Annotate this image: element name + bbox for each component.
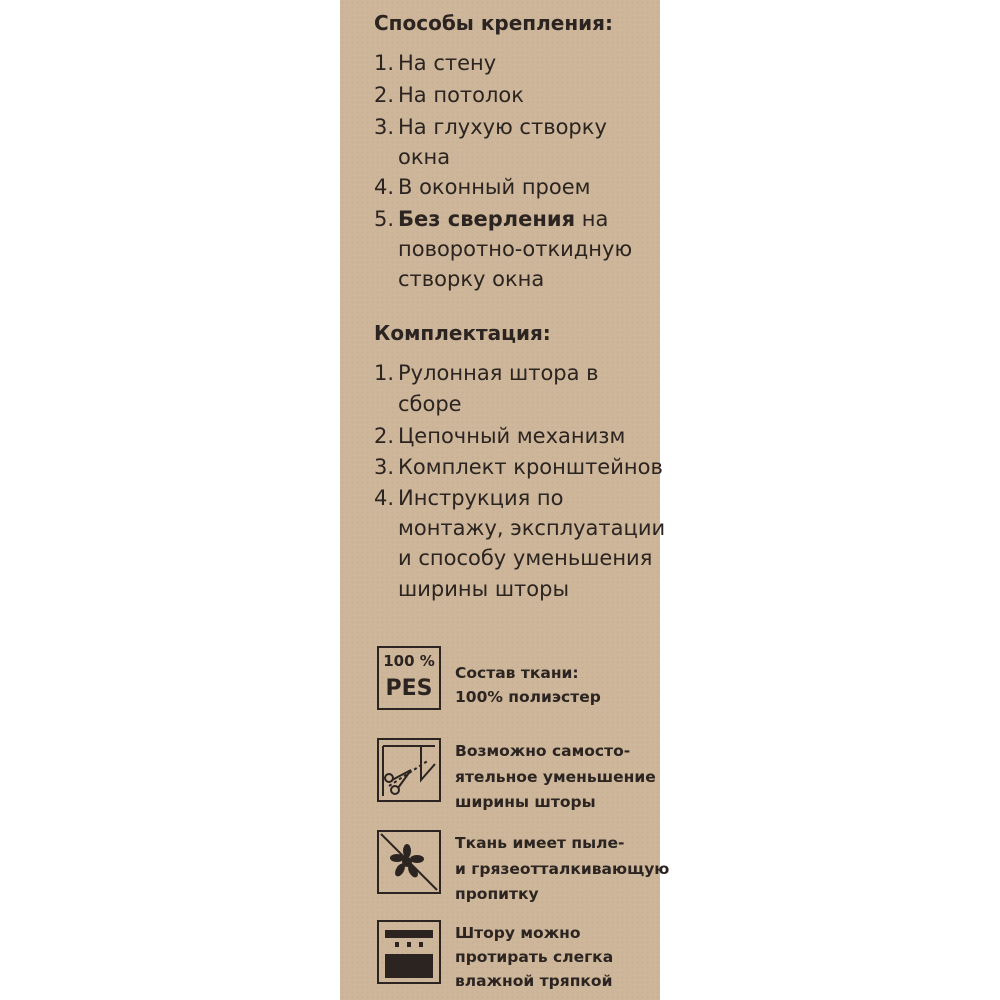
mounting-item-2: 2. На потолок: [374, 83, 524, 107]
mounting-item-4: 4. В оконный проем: [374, 175, 591, 199]
damp-wipe-icon: [377, 920, 441, 984]
feature-wipe-line-2: протирать слегка: [455, 948, 614, 966]
feature-dust-line-1: Ткань имеет пыле-: [455, 834, 625, 852]
kit-item-1: 1. Рулонная штора в: [374, 361, 599, 385]
feature-resize-line-2: ятельное уменьшение: [455, 768, 656, 786]
feature-wipe-line-3: влажной тряпкой: [455, 972, 613, 990]
mounting-item-3: 3. На глухую створку: [374, 115, 607, 139]
feature-resize-line-3: ширины шторы: [455, 793, 596, 811]
kit-item-4-cont-2: и способу уменьшения: [398, 546, 653, 570]
mounting-item-5: 5. Без сверления на: [374, 207, 609, 231]
scissors-cut-icon: [377, 738, 441, 802]
dust-repellent-icon: [377, 830, 441, 894]
feature-composition-line-2: 100% полиэстер: [455, 688, 601, 706]
mounting-item-3-cont: окна: [398, 145, 451, 169]
kit-item-3: 3. Комплект кронштейнов: [374, 455, 663, 479]
kit-item-4-cont-1: монтажу, эксплуатации: [398, 516, 666, 540]
feature-dust-line-2: и грязеотталкивающую: [455, 860, 670, 878]
mounting-heading: Способы крепления:: [374, 11, 614, 35]
feature-dust-line-3: пропитку: [455, 885, 539, 903]
feature-wipe-line-1: Штору можно: [455, 924, 581, 942]
kit-item-1-cont: сборе: [398, 392, 462, 416]
pes-100-icon: 100 % PES: [377, 646, 441, 710]
kit-item-4-cont-3: ширины шторы: [398, 577, 570, 601]
feature-composition-line-1: Состав ткани:: [455, 664, 579, 682]
mounting-item-5-cont-1: поворотно-откидную: [398, 237, 633, 261]
kit-item-4: 4. Инструкция по: [374, 486, 564, 510]
kit-heading: Комплектация:: [374, 321, 551, 345]
feature-resize-line-1: Возможно самосто-: [455, 742, 631, 760]
mounting-item-1: 1. На стену: [374, 51, 497, 75]
mounting-item-5-cont-2: створку окна: [398, 267, 545, 291]
kit-item-2: 2. Цепочный механизм: [374, 424, 626, 448]
